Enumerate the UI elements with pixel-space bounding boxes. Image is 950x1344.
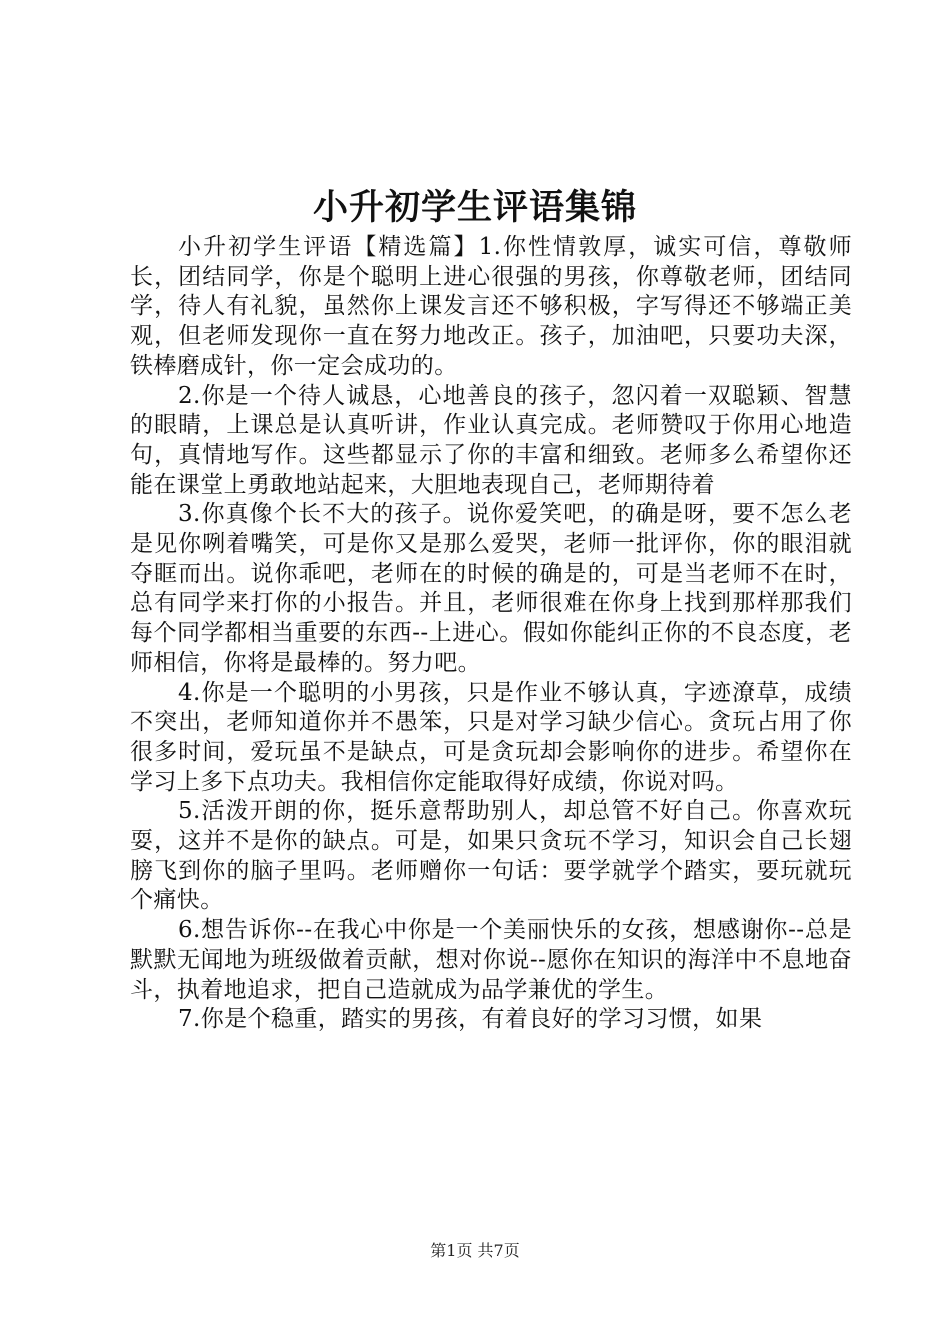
page-footer: 第1页 共7页 [430,1241,520,1260]
paragraph-1: 小升初学生评语【精选篇】1.你性情敦厚，诚实可信，尊敬师长，团结同学，你是个聪明上进心很强的男孩，你尊敬老师，团结同学，待人有礼貌，虽然你上课发言还不够积极，字写得还不够端正美观，但老师发现你一直在努力地改正。孩子，加油吧，只要功夫深，铁棒磨成针，你一定会成功的。 [130,234,852,379]
paragraph-6: 6.想告诉你--在我心中你是一个美丽快乐的女孩，想感谢你--总是默默无闻地为班级做着贡献，想对你说--愿你在知识的海洋中不息地奋斗，执着地追求，把自己造就成为品学兼优的学生。 [130,917,852,1003]
paragraph-5: 5.活泼开朗的你，挺乐意帮助别人，却总管不好自己。你喜欢玩耍，这并不是你的缺点。可是，如果只贪玩不学习，知识会自己长翅膀飞到你的脑子里吗。老师赠你一句话：要学就学个踏实，要玩就玩个痛快。 [130,798,852,914]
paragraph-7: 7.你是个稳重，踏实的男孩，有着良好的学习习惯，如果 [178,1006,763,1033]
document-title: 小升初学生评语集锦 [312,187,637,228]
paragraph-2: 2.你是一个待人诚恳，心地善良的孩子，忽闪着一双聪颖、智慧的眼睛，上课总是认真听讲，作业认真完成。老师赞叹于你用心地造句，真情地写作。这些都显示了你的丰富和细致。老师多么希望你还能在课堂上勇敢地站起来，大胆地表现自己，老师期待着 [130,382,852,498]
document-body [130,233,852,1035]
paragraph-4: 4.你是一个聪明的小男孩，只是作业不够认真，字迹潦草，成绩不突出，老师知道你并不愚笨，只是对学习缺少信心。贪玩占用了你很多时间，爱玩虽不是缺点，可是贪玩却会影响你的进步。希望你在学习上多下点功夫。我相信你定能取得好成绩，你说对吗。 [130,679,852,795]
paragraph-3: 3.你真像个长不大的孩子。说你爱笑吧，的确是呀，要不怎么老是见你咧着嘴笑，可是你又是那么爱哭，老师一批评你，你的眼泪就夺眶而出。说你乖吧，老师在的时候的确是的，可是当老师不在时，总有同学来打你的小报告。并且，老师很难在你身上找到那样那我们每个同学都相当重要的东西--上进心。假如你能纠正你的不良态度，老师相信，你将是最棒的。努力吧。 [130,501,852,676]
